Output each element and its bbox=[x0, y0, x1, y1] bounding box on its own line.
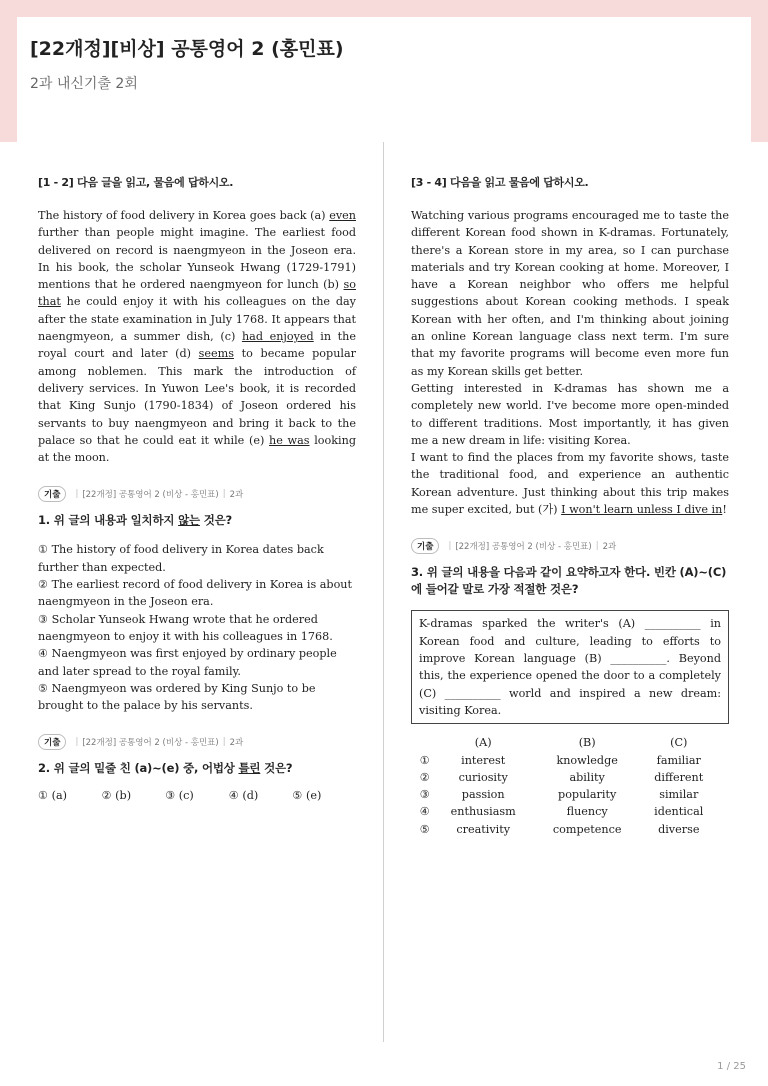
lesson-label: 2과 bbox=[229, 490, 244, 501]
question-source-line bbox=[38, 734, 356, 750]
cell-c: identical bbox=[654, 805, 704, 819]
option-3[interactable]: ③ Scholar Yunseok Hwang wrote that he ordered naengmyeon to enjoy it with his colleagues in 1768. bbox=[38, 612, 333, 643]
question-text: 것은? bbox=[260, 761, 293, 776]
question-text: 2. 위 글의 밑줄 친 (a)~(e) 중, 어법상 bbox=[38, 761, 239, 776]
table-row[interactable] bbox=[417, 803, 717, 820]
left-column bbox=[38, 174, 356, 802]
row-number: ⑤ bbox=[419, 822, 430, 836]
question-text: 것은? bbox=[199, 513, 232, 528]
question-1 bbox=[38, 512, 356, 529]
separator: | bbox=[222, 489, 226, 500]
passage-text: further than people might imagine. The earliest food delivered on record is naengmyeon in the Joseon era. In his book, the scholar Yunseok Hwang (1729-1791) mentions that he ordered naengmyeon for lunch (b) bbox=[38, 226, 356, 292]
lesson-label: 2과 bbox=[229, 738, 244, 749]
cell-c: different bbox=[654, 770, 704, 784]
row-number: ③ bbox=[419, 788, 430, 802]
question-source-line bbox=[411, 538, 729, 554]
separator: | bbox=[595, 541, 599, 552]
cell-a: curiosity bbox=[458, 770, 508, 784]
exam-tag: 기출 bbox=[411, 538, 439, 554]
cell-a: enthusiasm bbox=[450, 805, 516, 819]
separator: | bbox=[448, 541, 452, 552]
paragraph-2: Getting interested in K-dramas has shown me a completely new world. I've become more open-minded to different traditions. Most importantly, it has given me a new dream in life: visiting Korea. bbox=[411, 381, 729, 447]
question-emphasis: 않는 bbox=[178, 513, 200, 528]
cell-b: ability bbox=[569, 770, 605, 784]
passage-text: looking at the moon. bbox=[38, 433, 356, 465]
passage-food-delivery bbox=[38, 207, 356, 466]
cell-b: competence bbox=[552, 822, 622, 836]
underline-ga: I won't learn unless I dive in bbox=[561, 503, 723, 517]
table-row[interactable] bbox=[417, 786, 717, 803]
source-label: [22개정] 공통영어 2 (비상 - 홍민표) bbox=[455, 542, 592, 553]
question-2 bbox=[38, 760, 356, 777]
option-4[interactable]: ④ Naengmyeon was first enjoyed by ordinary people and later spread to the royal family. bbox=[38, 647, 337, 678]
passage-text: I want to find the places from my favorite shows, taste the traditional food, and experience an authentic Korean adventure. Just thinking about this trip makes me super excited, but (가) bbox=[411, 451, 729, 517]
passage-text: ! bbox=[722, 503, 727, 517]
table-header-b: (B) bbox=[578, 736, 596, 750]
option-2[interactable]: ② The earliest record of food delivery in Korea is about naengmyeon in the Joseon era. bbox=[38, 578, 353, 609]
column-divider bbox=[383, 142, 384, 1042]
summary-box: K-dramas sparked the writer's (A) __________ in Korean food and culture, leading to efforts to improve Korean language (B) __________. Beyond this, the experience opened the door to a completely (C) __________ world and inspired a new dream: visiting Korea. bbox=[411, 610, 729, 724]
table-header-c: (C) bbox=[670, 736, 688, 750]
option-5[interactable]: ⑤ Naengmyeon was ordered by King Sunjo to be brought to the palace by his servants. bbox=[38, 681, 316, 713]
question-3: 3. 위 글의 내용을 다음과 같이 요약하고자 한다. 빈칸 (A)~(C)에 들어갈 말로 가장 적절한 것은? bbox=[411, 565, 727, 597]
page-number: 1 / 25 bbox=[717, 1061, 746, 1072]
separator: | bbox=[222, 737, 226, 748]
question-1-options bbox=[38, 541, 356, 714]
section-heading-1-2: [1 - 2] 다음 글을 읽고, 물음에 답하시오. bbox=[38, 176, 234, 189]
separator: | bbox=[75, 737, 79, 748]
source-label: [22개정] 공통영어 2 (비상 - 홍민표) bbox=[82, 490, 219, 501]
answer-choice-table bbox=[417, 734, 717, 838]
exam-tag: 기출 bbox=[38, 486, 66, 502]
question-emphasis: 틀린 bbox=[238, 761, 261, 776]
cell-a: creativity bbox=[456, 822, 511, 836]
page-title: [22개정][비상] 공통영어 2 (홍민표) bbox=[30, 38, 344, 60]
underline-e: he was bbox=[269, 433, 310, 447]
lesson-label: 2과 bbox=[602, 542, 617, 553]
option-5[interactable]: ⑤ (e) bbox=[292, 789, 322, 803]
table-header-number bbox=[417, 734, 433, 751]
cell-c: familiar bbox=[656, 753, 701, 767]
page-subtitle: 2과 내신기출 2회 bbox=[30, 76, 138, 92]
row-number: ④ bbox=[419, 805, 430, 819]
table-row[interactable] bbox=[417, 769, 717, 786]
row-number: ② bbox=[419, 770, 430, 784]
option-3[interactable]: ③ (c) bbox=[165, 789, 194, 803]
table-header-row bbox=[417, 734, 717, 751]
cell-b: fluency bbox=[566, 805, 608, 819]
passage-text: The history of food delivery in Korea goes back (a) bbox=[38, 209, 330, 222]
paragraph-1: Watching various programs encouraged me to taste the different Korean food shown in K-dramas. Fortunately, there's a Korean store in my area, so I can purchase materials and try Korean cooking at home. Moreover, I have a Korean neighbor who offers me helpful suggestions about Korean cooking methods. I speak Korean with her often, and I'm thinking about joining an online Korean language class next term. I'm sure that my favorite programs will become even more fun as my Korean skills get better. bbox=[411, 209, 729, 378]
row-number: ① bbox=[419, 753, 430, 767]
source-label: [22개정] 공통영어 2 (비상 - 홍민표) bbox=[82, 738, 219, 749]
cell-a: interest bbox=[461, 753, 506, 767]
question-2-options bbox=[38, 789, 356, 802]
paragraph-3 bbox=[411, 449, 729, 518]
underline-a: even bbox=[329, 209, 356, 222]
underline-d: seems bbox=[198, 347, 234, 361]
table-row[interactable] bbox=[417, 821, 717, 838]
exam-tag: 기출 bbox=[38, 734, 66, 750]
cell-c: diverse bbox=[658, 822, 700, 836]
option-1[interactable]: ① The history of food delivery in Korea dates back further than expected. bbox=[38, 543, 324, 574]
option-1[interactable]: ① (a) bbox=[38, 789, 67, 803]
cell-a: passion bbox=[461, 788, 505, 802]
question-text: 1. 위 글의 내용과 일치하지 bbox=[38, 513, 179, 528]
table-header-a: (A) bbox=[474, 736, 492, 750]
underline-c: had enjoyed bbox=[241, 330, 314, 344]
underline-b: so that bbox=[38, 278, 356, 309]
passage-k-dramas bbox=[411, 207, 729, 518]
cell-b: popularity bbox=[558, 788, 617, 802]
question-source-line bbox=[38, 486, 356, 502]
cell-c: similar bbox=[659, 788, 699, 802]
passage-text: he could enjoy it with his colleagues on the day after the state examination in July 1768. It appears that naengmyeon, a summer dish, (c) bbox=[38, 295, 356, 344]
table-row[interactable] bbox=[417, 751, 717, 768]
passage-text: to became popular among noblemen. This mark the introduction of delivery services. In Yuwon Lee's book, it is recorded that King Sunjo (1790-1834) of Joseon ordered his servants to buy naengmyeon and bring it back to the palace so that he could eat it while (e) bbox=[38, 347, 356, 447]
passage-text: in the royal court and later (d) bbox=[38, 330, 356, 361]
option-2[interactable]: ② (b) bbox=[101, 789, 132, 803]
option-4[interactable]: ④ (d) bbox=[228, 789, 259, 803]
separator: | bbox=[75, 489, 79, 500]
cell-b: knowledge bbox=[556, 753, 618, 767]
right-column bbox=[411, 174, 729, 838]
section-heading-3-4: [3 - 4] 다음을 읽고 물음에 답하시오. bbox=[411, 176, 589, 189]
